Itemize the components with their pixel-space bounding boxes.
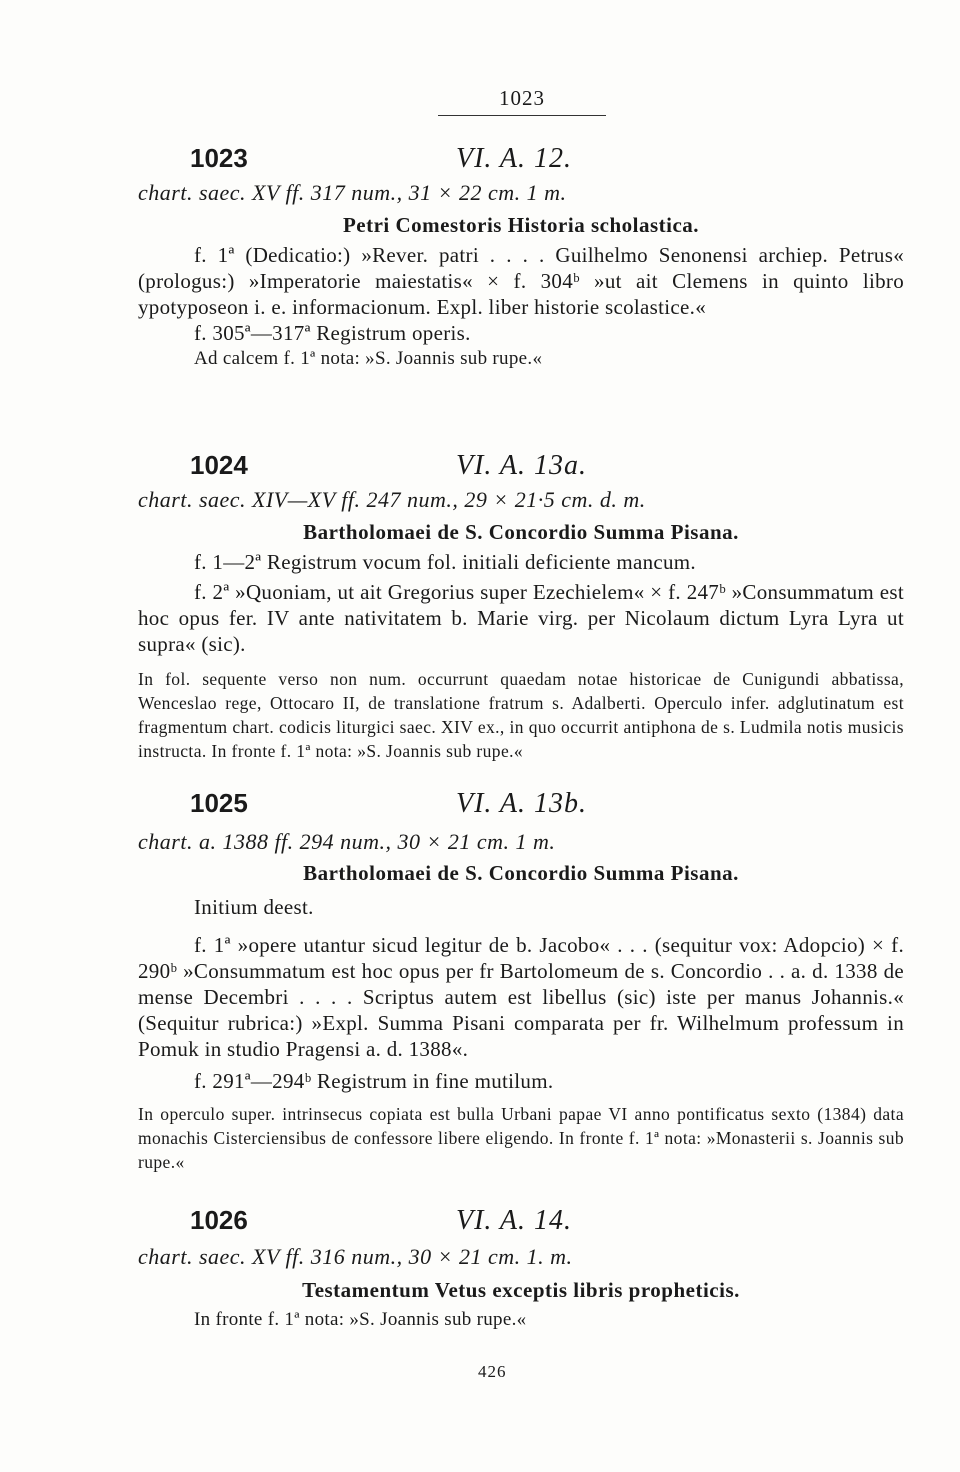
entry-note: In operculo super. intrinsecus copiata est bulla Urbani papae VI anno pontificatus sexto (1384) data monachis Cisterciensibus de confessore libere eligendo. In fronte f. 1ª nota: »Monasterii s. Joannis sub rupe.« [138, 1104, 904, 1172]
entry-paragraph: f. 291ª—294ᵇ Registrum in fine mutilum. [194, 1069, 554, 1093]
shelfmark: VI. A. 13b. [456, 788, 588, 819]
entry-title: Bartholomaei de S. Concordio Summa Pisana. [303, 520, 739, 544]
catalogue-entry [138, 788, 904, 1174]
running-head: 1023 [438, 86, 606, 116]
entry-number: 1023 [190, 143, 248, 173]
shelfmark: VI. A. 14. [456, 1205, 573, 1236]
entry-paragraph: Ad calcem f. 1ª nota: »S. Joannis sub rupe.« [194, 348, 543, 369]
entry-paragraph: f. 1ª (Dedicatio:) »Rever. patri . . . . Guilhelmo Senonensi archiep. Petrus« (prologus:) »Imperatorie maiestatis« × f. 304ᵇ »ut ait Clemens in quinto libro ypotyposeon i. e. informacionum. Expl. liber historie scolastice.« [138, 243, 904, 319]
entry-paragraph: f. 1—2ª Registrum vocum fol. initiali deficiente mancum. [194, 550, 696, 574]
physical-description: chart. saec. XIV—XV ff. 247 num., 29 × 21·5 cm. d. m. [138, 487, 646, 512]
entry-paragraph: f. 1ª »opere utantur sicud legitur de b. Jacobo« . . . (sequitur vox: Adopcio) × f. 290ᵇ »Consummatum est hoc opus per fr Bartolomeum de s. Concordio . . a. d. 1338 de mense Decembri . . . . Scriptus autem est libellus (sic) iste per manus Johannis.« (Sequitur rubrica:) »Expl. Summa Pisani comparata per fr. Wilhelmum professum in Pomuk in studio Pragensi a. d. 1388«. [138, 933, 904, 1061]
catalogue-entry [138, 450, 904, 763]
entry-title: Petri Comestoris Historia scholastica. [342, 213, 700, 237]
physical-description: chart. a. 1388 ff. 294 num., 30 × 21 cm. 1 m. [138, 829, 556, 854]
entry-paragraph: f. 305ª—317ª Registrum operis. [194, 321, 471, 345]
entry-note: In fol. sequente verso non num. occurrunt quaedam notae historicae de Cunigundi abbatissa, Wenceslao rege, Ottocaro II, de translatione fratrum s. Adalberti. Operculo infer. adglutinatum est fragmentum chart. codicis liturgici saec. XIV ex., in quo occurrit antiphona de s. Ludmila notis musicis instructa. In fronte f. 1ª nota: »S. Joannis sub rupe.« [138, 669, 904, 761]
entry-paragraph: In fronte f. 1ª nota: »S. Joannis sub rupe.« [194, 1309, 527, 1330]
entry-number: 1025 [190, 788, 248, 818]
entry-number: 1024 [190, 450, 248, 480]
entry-paragraph: f. 2ª »Quoniam, ut ait Gregorius super Ezechielem« × f. 247ᵇ »Consummatum est hoc opus fer. IV ante nativitatem b. Marie virg. per Nicolaum dictum Lyra Lyra ut supra« (sic). [138, 580, 904, 656]
physical-description: chart. saec. XV ff. 317 num., 31 × 22 cm. 1 m. [138, 180, 567, 205]
entry-title: Testamentum Vetus exceptis libris propheticis. [302, 1278, 740, 1302]
catalogue-entry [138, 1205, 904, 1333]
shelfmark: VI. A. 12. [456, 143, 573, 174]
entry-paragraph: Initium deest. [194, 895, 314, 919]
physical-description: chart. saec. XV ff. 316 num., 30 × 21 cm. 1. m. [138, 1244, 573, 1269]
page-number: 426 [478, 1362, 507, 1381]
entry-number: 1026 [190, 1205, 248, 1235]
catalogue-entry [138, 143, 904, 372]
entry-title: Bartholomaei de S. Concordio Summa Pisana. [303, 861, 739, 885]
shelfmark: VI. A. 13a. [456, 450, 588, 481]
